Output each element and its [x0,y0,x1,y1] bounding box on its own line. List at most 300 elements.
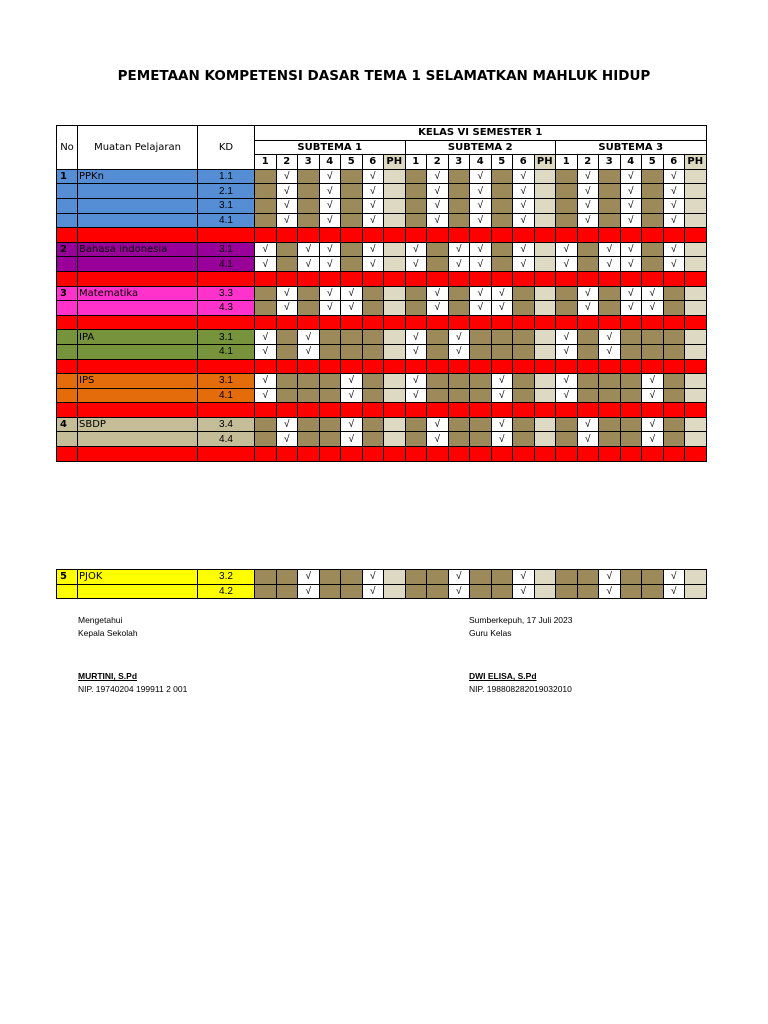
cell-empty [620,570,642,585]
cell-empty [362,330,384,345]
col-header-no: No [57,126,78,170]
cell-check: √ [362,169,384,184]
cell-empty [298,169,320,184]
separator-cell [405,403,427,418]
cell-empty [556,169,578,184]
cell-subject [78,184,198,199]
cell-check: √ [427,432,449,447]
cell-empty [491,584,513,599]
cell-no [57,213,78,228]
separator-cell [491,228,513,243]
cell-subject: Bahasa Indonesia [78,242,198,257]
cell-empty [362,286,384,301]
sig-left-line2: Kepala Sekolah [78,628,138,638]
cell-empty [341,570,363,585]
cell-empty [405,169,427,184]
cell-check: √ [577,213,599,228]
sig-left-name: MURTINI, S.Pd [78,671,138,681]
cell-check: √ [577,432,599,447]
cell-empty [491,257,513,272]
separator-cell [298,447,320,462]
separator-cell [448,447,470,462]
cell-ph [384,242,406,257]
cell-empty [470,344,492,359]
cell-no [57,584,78,599]
cell-check: √ [427,169,449,184]
cell-empty [599,184,621,199]
separator-cell [556,403,578,418]
cell-check: √ [620,301,642,316]
cell-subject [78,301,198,316]
cell-check: √ [577,198,599,213]
cell-empty [513,330,535,345]
cell-check: √ [341,286,363,301]
separator-row [57,359,707,374]
number-header: 6 [663,155,685,170]
separator-cell [556,271,578,286]
col-header-muatan: Muatan Pelajaran [78,126,198,170]
separator-cell [620,447,642,462]
cell-empty [405,417,427,432]
cell-check: √ [470,198,492,213]
cell-empty [620,388,642,403]
cell-empty [362,301,384,316]
cell-empty [470,570,492,585]
cell-check: √ [255,374,277,389]
cell-subject [78,344,198,359]
cell-check: √ [405,344,427,359]
separator-cell [620,228,642,243]
table-row [57,169,707,184]
cell-no [57,301,78,316]
cell-check: √ [620,257,642,272]
number-header: 3 [599,155,621,170]
separator-cell [685,403,707,418]
separator-cell [255,315,277,330]
separator-cell [276,447,298,462]
cell-ph [384,169,406,184]
cell-kd: 4.1 [198,344,255,359]
separator-cell [341,271,363,286]
header-row [57,126,707,141]
cell-empty [319,344,341,359]
separator-cell [319,271,341,286]
cell-check: √ [341,374,363,389]
cell-empty [642,257,664,272]
cell-empty [362,432,384,447]
separator-cell [685,228,707,243]
cell-check: √ [276,184,298,199]
cell-check: √ [491,417,513,432]
separator-cell [448,271,470,286]
cell-empty [319,570,341,585]
cell-check: √ [577,286,599,301]
separator-cell [298,359,320,374]
cell-check: √ [620,286,642,301]
cell-empty [642,344,664,359]
subtema-header: SUBTEMA 1 [255,140,406,155]
cell-check: √ [405,330,427,345]
cell-empty [405,301,427,316]
table-body [57,126,707,462]
table-row [57,286,707,301]
separator-row [57,447,707,462]
separator-cell [534,359,556,374]
cell-check: √ [319,242,341,257]
cell-empty [663,374,685,389]
number-header: PH [685,155,707,170]
signature-right [469,614,573,696]
cell-empty [319,374,341,389]
cell-ph [534,184,556,199]
cell-check: √ [620,213,642,228]
cell-check: √ [470,213,492,228]
cell-check: √ [362,213,384,228]
cell-ph [384,344,406,359]
separator-cell [198,403,255,418]
separator-cell [685,447,707,462]
cell-empty [663,417,685,432]
separator-cell [362,359,384,374]
cell-kd: 4.1 [198,388,255,403]
separator-cell [78,315,198,330]
cell-kd: 4.1 [198,213,255,228]
cell-check: √ [405,242,427,257]
cell-check: √ [513,213,535,228]
cell-check: √ [341,417,363,432]
cell-empty [427,330,449,345]
cell-empty [341,198,363,213]
cell-empty [642,213,664,228]
separator-cell [384,271,406,286]
cell-empty [362,388,384,403]
separator-cell [534,403,556,418]
cell-empty [341,184,363,199]
cell-check: √ [491,301,513,316]
cell-empty [319,417,341,432]
cell-empty [298,417,320,432]
cell-no [57,198,78,213]
separator-cell [470,228,492,243]
separator-cell [491,447,513,462]
cell-check: √ [620,184,642,199]
cell-empty [513,301,535,316]
separator-cell [427,315,449,330]
separator-cell [534,271,556,286]
separator-cell [57,447,78,462]
cell-check: √ [556,388,578,403]
cell-empty [620,344,642,359]
cell-empty [405,213,427,228]
separator-cell [319,359,341,374]
cell-empty [556,198,578,213]
cell-check: √ [427,301,449,316]
cell-check: √ [319,169,341,184]
cell-ph [685,169,707,184]
separator-cell [362,315,384,330]
cell-check: √ [319,184,341,199]
cell-empty [620,432,642,447]
cell-empty [620,417,642,432]
cell-ph [534,257,556,272]
cell-check: √ [448,344,470,359]
separator-row [57,228,707,243]
cell-ph [685,242,707,257]
separator-cell [491,271,513,286]
pjok-table [56,569,707,599]
separator-cell [470,315,492,330]
cell-check: √ [663,242,685,257]
separator-cell [276,403,298,418]
cell-empty [276,330,298,345]
separator-cell [255,359,277,374]
cell-empty [556,570,578,585]
number-header: 4 [470,155,492,170]
cell-check: √ [448,330,470,345]
cell-check: √ [470,301,492,316]
cell-check: √ [663,213,685,228]
number-header: 2 [577,155,599,170]
cell-check: √ [470,169,492,184]
cell-kd: 3.1 [198,330,255,345]
cell-check: √ [405,374,427,389]
cell-empty [362,374,384,389]
separator-cell [491,359,513,374]
separator-cell [384,447,406,462]
cell-empty [427,570,449,585]
col-header-kelas: KELAS VI SEMESTER 1 [255,126,707,141]
cell-check: √ [642,301,664,316]
cell-empty [556,213,578,228]
separator-cell [255,271,277,286]
separator-cell [427,271,449,286]
separator-cell [663,315,685,330]
cell-empty [577,584,599,599]
separator-cell [341,359,363,374]
cell-empty [427,584,449,599]
cell-empty [255,286,277,301]
separator-cell [534,315,556,330]
cell-empty [448,301,470,316]
cell-check: √ [599,344,621,359]
cell-empty [276,374,298,389]
cell-check: √ [663,570,685,585]
cell-empty [577,374,599,389]
cell-empty [298,184,320,199]
cell-check: √ [556,242,578,257]
cell-check: √ [577,417,599,432]
separator-cell [198,228,255,243]
cell-ph [384,570,406,585]
cell-kd: 3.1 [198,198,255,213]
cell-check: √ [298,584,320,599]
cell-ph [685,432,707,447]
cell-empty [556,301,578,316]
cell-ph [534,584,556,599]
cell-check: √ [599,570,621,585]
cell-check: √ [599,584,621,599]
cell-empty [556,584,578,599]
table-row [57,330,707,345]
cell-empty [448,388,470,403]
cell-kd: 3.4 [198,417,255,432]
separator-cell [556,228,578,243]
cell-no [57,344,78,359]
separator-cell [599,359,621,374]
subtema-header: SUBTEMA 2 [405,140,556,155]
cell-check: √ [556,374,578,389]
cell-check: √ [663,169,685,184]
separator-cell [298,271,320,286]
separator-cell [57,271,78,286]
cell-ph [534,344,556,359]
cell-empty [599,432,621,447]
cell-check: √ [470,242,492,257]
separator-cell [362,403,384,418]
separator-cell [470,403,492,418]
cell-ph [384,330,406,345]
cell-empty [298,388,320,403]
number-header: 5 [491,155,513,170]
cell-no: 1 [57,169,78,184]
cell-empty [341,257,363,272]
cell-check: √ [427,184,449,199]
cell-ph [534,417,556,432]
separator-cell [427,359,449,374]
cell-check: √ [319,257,341,272]
separator-cell [620,359,642,374]
cell-empty [405,184,427,199]
table-row [57,257,707,272]
cell-ph [685,257,707,272]
separator-cell [556,447,578,462]
separator-cell [620,403,642,418]
separator-cell [577,447,599,462]
separator-cell [599,228,621,243]
cell-check: √ [513,242,535,257]
cell-ph [534,169,556,184]
cell-empty [298,286,320,301]
cell-empty [491,213,513,228]
cell-check: √ [491,388,513,403]
separator-cell [470,447,492,462]
number-header: 2 [427,155,449,170]
cell-ph [384,374,406,389]
separator-cell [642,271,664,286]
separator-cell [513,359,535,374]
cell-empty [491,242,513,257]
signature-left [78,614,187,696]
separator-row [57,403,707,418]
cell-check: √ [319,286,341,301]
cell-check: √ [276,169,298,184]
separator-cell [642,228,664,243]
cell-check: √ [362,184,384,199]
cell-empty [448,169,470,184]
separator-cell [513,315,535,330]
number-header: 6 [513,155,535,170]
cell-kd: 3.2 [198,570,255,585]
cell-no [57,257,78,272]
cell-ph [534,388,556,403]
separator-cell [685,315,707,330]
cell-kd: 4.1 [198,257,255,272]
cell-empty [298,213,320,228]
cell-empty [513,417,535,432]
separator-cell [663,447,685,462]
separator-cell [599,315,621,330]
cell-empty [491,169,513,184]
cell-empty [319,330,341,345]
separator-cell [491,315,513,330]
cell-ph [534,432,556,447]
cell-check: √ [513,570,535,585]
cell-check: √ [663,198,685,213]
separator-cell [513,228,535,243]
separator-cell [341,447,363,462]
cell-check: √ [599,242,621,257]
cell-ph [534,570,556,585]
cell-empty [448,184,470,199]
separator-cell [448,403,470,418]
cell-ph [685,213,707,228]
cell-subject [78,584,198,599]
cell-empty [341,169,363,184]
cell-kd: 3.1 [198,374,255,389]
cell-empty [255,213,277,228]
cell-empty [577,570,599,585]
pjok-table-body [57,570,707,599]
cell-empty [255,169,277,184]
cell-empty [255,432,277,447]
cell-empty [577,388,599,403]
cell-empty [448,213,470,228]
cell-check: √ [298,344,320,359]
cell-no: 5 [57,570,78,585]
separator-cell [642,447,664,462]
cell-empty [319,388,341,403]
separator-cell [255,228,277,243]
cell-ph [685,301,707,316]
sig-right-line2: Guru Kelas [469,628,512,638]
cell-ph [685,330,707,345]
cell-check: √ [599,257,621,272]
separator-cell [663,228,685,243]
cell-empty [491,184,513,199]
cell-empty [663,286,685,301]
cell-check: √ [513,169,535,184]
cell-check: √ [341,388,363,403]
cell-ph [534,286,556,301]
cell-empty [663,330,685,345]
cell-check: √ [255,257,277,272]
cell-empty [255,198,277,213]
cell-no [57,374,78,389]
cell-empty [298,374,320,389]
cell-kd: 1.1 [198,169,255,184]
cell-check: √ [341,432,363,447]
cell-subject [78,388,198,403]
separator-cell [620,315,642,330]
cell-ph [685,570,707,585]
separator-cell [255,403,277,418]
cell-empty [599,286,621,301]
cell-kd: 3.1 [198,242,255,257]
cell-empty [255,570,277,585]
cell-check: √ [319,213,341,228]
cell-ph [384,584,406,599]
cell-empty [620,584,642,599]
